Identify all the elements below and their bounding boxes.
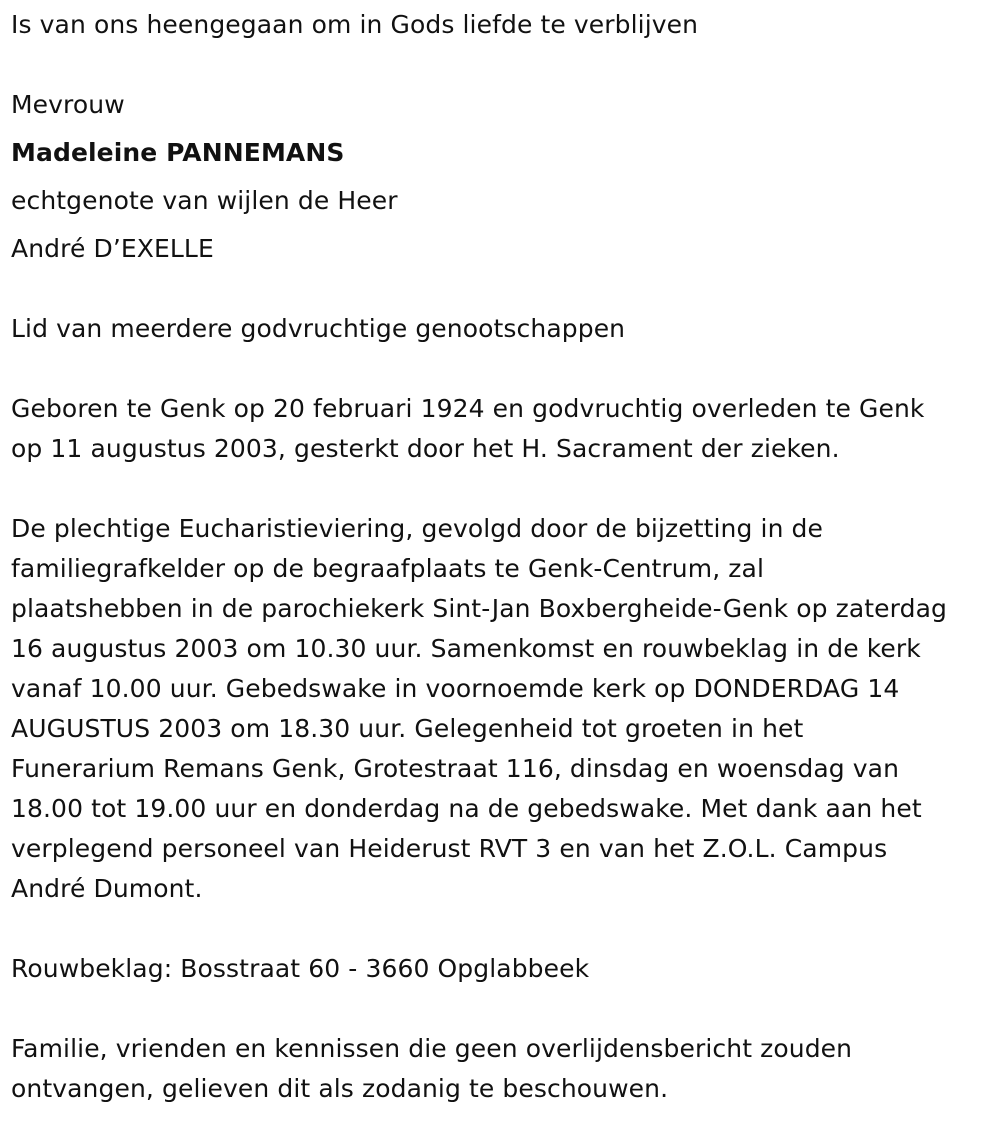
relation-line-1: echtgenote van wijlen de Heer xyxy=(11,186,398,215)
closing-line: ontvangen, gelieven dit als zodanig te beschouwen. xyxy=(11,1074,669,1103)
closing-line: Familie, vrienden en kennissen die geen overlijdensbericht zouden xyxy=(11,1034,853,1063)
condolence-address: Rouwbeklag: Bosstraat 60 - 3660 Opglabbeek xyxy=(11,954,590,983)
ceremony-line: vanaf 10.00 uur. Gebedswake in voornoemde kerk op DONDERDAG 14 xyxy=(11,674,900,703)
ceremony-line: plaatshebben in de parochiekerk Sint-Jan Boxbergheide-Genk op zaterdag xyxy=(11,594,947,623)
intro-line: Is van ons heengegaan om in Gods liefde te verblijven xyxy=(11,10,699,39)
relation-line-2: André D’EXELLE xyxy=(11,234,214,263)
ceremony-line: De plechtige Eucharistieviering, gevolgd door de bijzetting in de xyxy=(11,514,824,543)
ceremony-line: AUGUSTUS 2003 om 18.30 uur. Gelegenheid tot groeten in het xyxy=(11,714,804,743)
ceremony-line: Funerarium Remans Genk, Grotestraat 116, dinsdag en woensdag van xyxy=(11,754,900,783)
ceremony-line: 16 augustus 2003 om 10.30 uur. Samenkomst en rouwbeklag in de kerk xyxy=(11,634,921,663)
birth-death-line: op 11 augustus 2003, gesterkt door het H. Sacrament der zieken. xyxy=(11,434,840,463)
deceased-name: Madeleine PANNEMANS xyxy=(11,138,345,167)
ceremony-line: André Dumont. xyxy=(11,874,203,903)
birth-death-line: Geboren te Genk op 20 februari 1924 en godvruchtig overleden te Genk xyxy=(11,394,925,423)
salutation: Mevrouw xyxy=(11,90,125,119)
ceremony-line: verplegend personeel van Heiderust RVT 3 en van het Z.O.L. Campus xyxy=(11,834,888,863)
ceremony-line: 18.00 tot 19.00 uur en donderdag na de gebedswake. Met dank aan het xyxy=(11,794,922,823)
ceremony-line: familiegrafkelder op de begraafplaats te Genk-Centrum, zal xyxy=(11,554,764,583)
membership-line: Lid van meerdere godvruchtige genootschappen xyxy=(11,314,626,343)
